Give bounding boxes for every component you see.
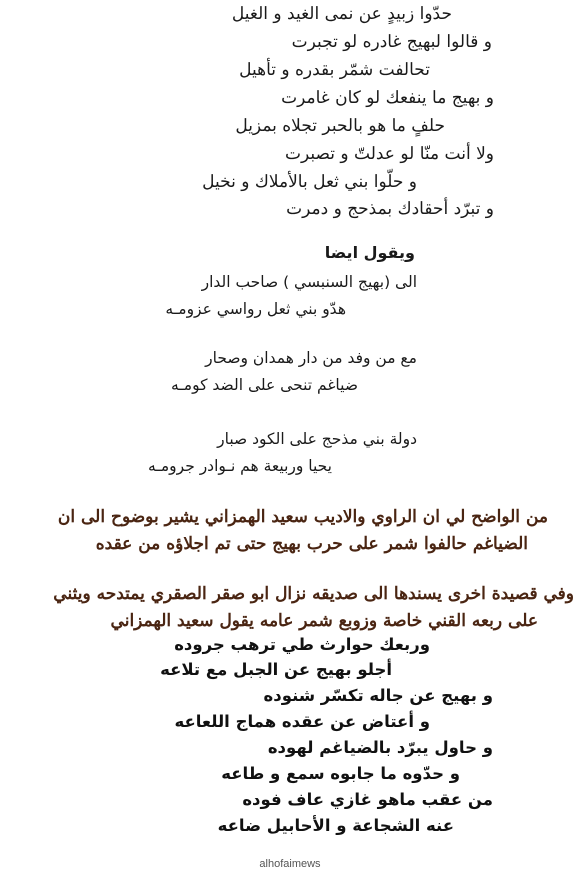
poem1-line: و تبرّد أحقادك بمذحج و دمرت xyxy=(286,199,494,219)
section-heading: ويقول ايضا xyxy=(324,243,415,262)
poem3-line: و حدّوه ما جابوه سمع و طاعه xyxy=(221,764,460,783)
poem3-line: أجلو بهيج عن الجبل مع تلاعه xyxy=(160,660,392,679)
poem3-line: و أعتاض عن عقده هماج اللعاعه xyxy=(174,712,430,731)
poem2-line: دولة بني مذحج على الكود صبار xyxy=(217,430,417,448)
poem1-line: تحالفت شمّر بقدره و تأهيل xyxy=(239,60,430,80)
poem1-line: حدّوا زبيدٍ عن نمى الغيد و الغيل xyxy=(231,4,452,24)
poem1-line: حلفٍ ما هو بالحبر تجلاه بمزيل xyxy=(235,116,445,136)
poem2-line: ضياغم تنحى على الضد كومـه xyxy=(170,376,358,394)
poem3-line: من عقب ماهو غازي عاف فوده xyxy=(242,790,493,809)
poem2-line: مع من وفد من دار همدان وصحار xyxy=(205,349,417,367)
poem3-line: و حاول يبرّد بالضياغم لهوده xyxy=(267,738,493,757)
poem3-line: و بهيج عن جاله تكسّر شنوده xyxy=(263,686,493,705)
poem2-line: هدّو بني ثعل رواسي عزومـه xyxy=(165,300,346,318)
poem1-line: ولا أنت منّا لو عدلتّ و تصبرت xyxy=(285,144,494,164)
poem2-line: الى (بهيج السنبسي ) صاحب الدار xyxy=(201,273,417,291)
poem2-line: يحيا وربيعة هم نـوادر جرومـه xyxy=(148,457,332,475)
prose-line: وربعك حوارث طي ترهب جروده xyxy=(174,635,430,654)
prose-line: الضياغم حالفوا شمر على حرب بهيج حتى تم اجلاؤه من عقده xyxy=(95,534,528,554)
prose-line: من الواضح لي ان الراوي والاديب سعيد الهمزاني يشير بوضوح الى ان xyxy=(57,507,548,527)
poem3-line: عنه الشجاعة و الأحابيل ضاعه xyxy=(217,816,454,835)
poem1-line: و قالوا لبهيج غادره لو تجبرت xyxy=(291,32,492,52)
prose-line: وفي قصيدة اخرى يسندها الى صديقه نزال ابو صقر الصقري يمتدحه ويثني xyxy=(53,584,574,604)
prose-line: على ربعه القني خاصة وزوبع شمر عامه يقول سعيد الهمزاني xyxy=(110,611,538,631)
poem1-line: و بهيج ما ينفعك لو كان غامرت xyxy=(281,88,494,108)
watermark-text: alhofaimews xyxy=(259,858,321,870)
poem1-line: و حلّوا بني ثعل بالأملاك و نخيل xyxy=(202,172,417,192)
